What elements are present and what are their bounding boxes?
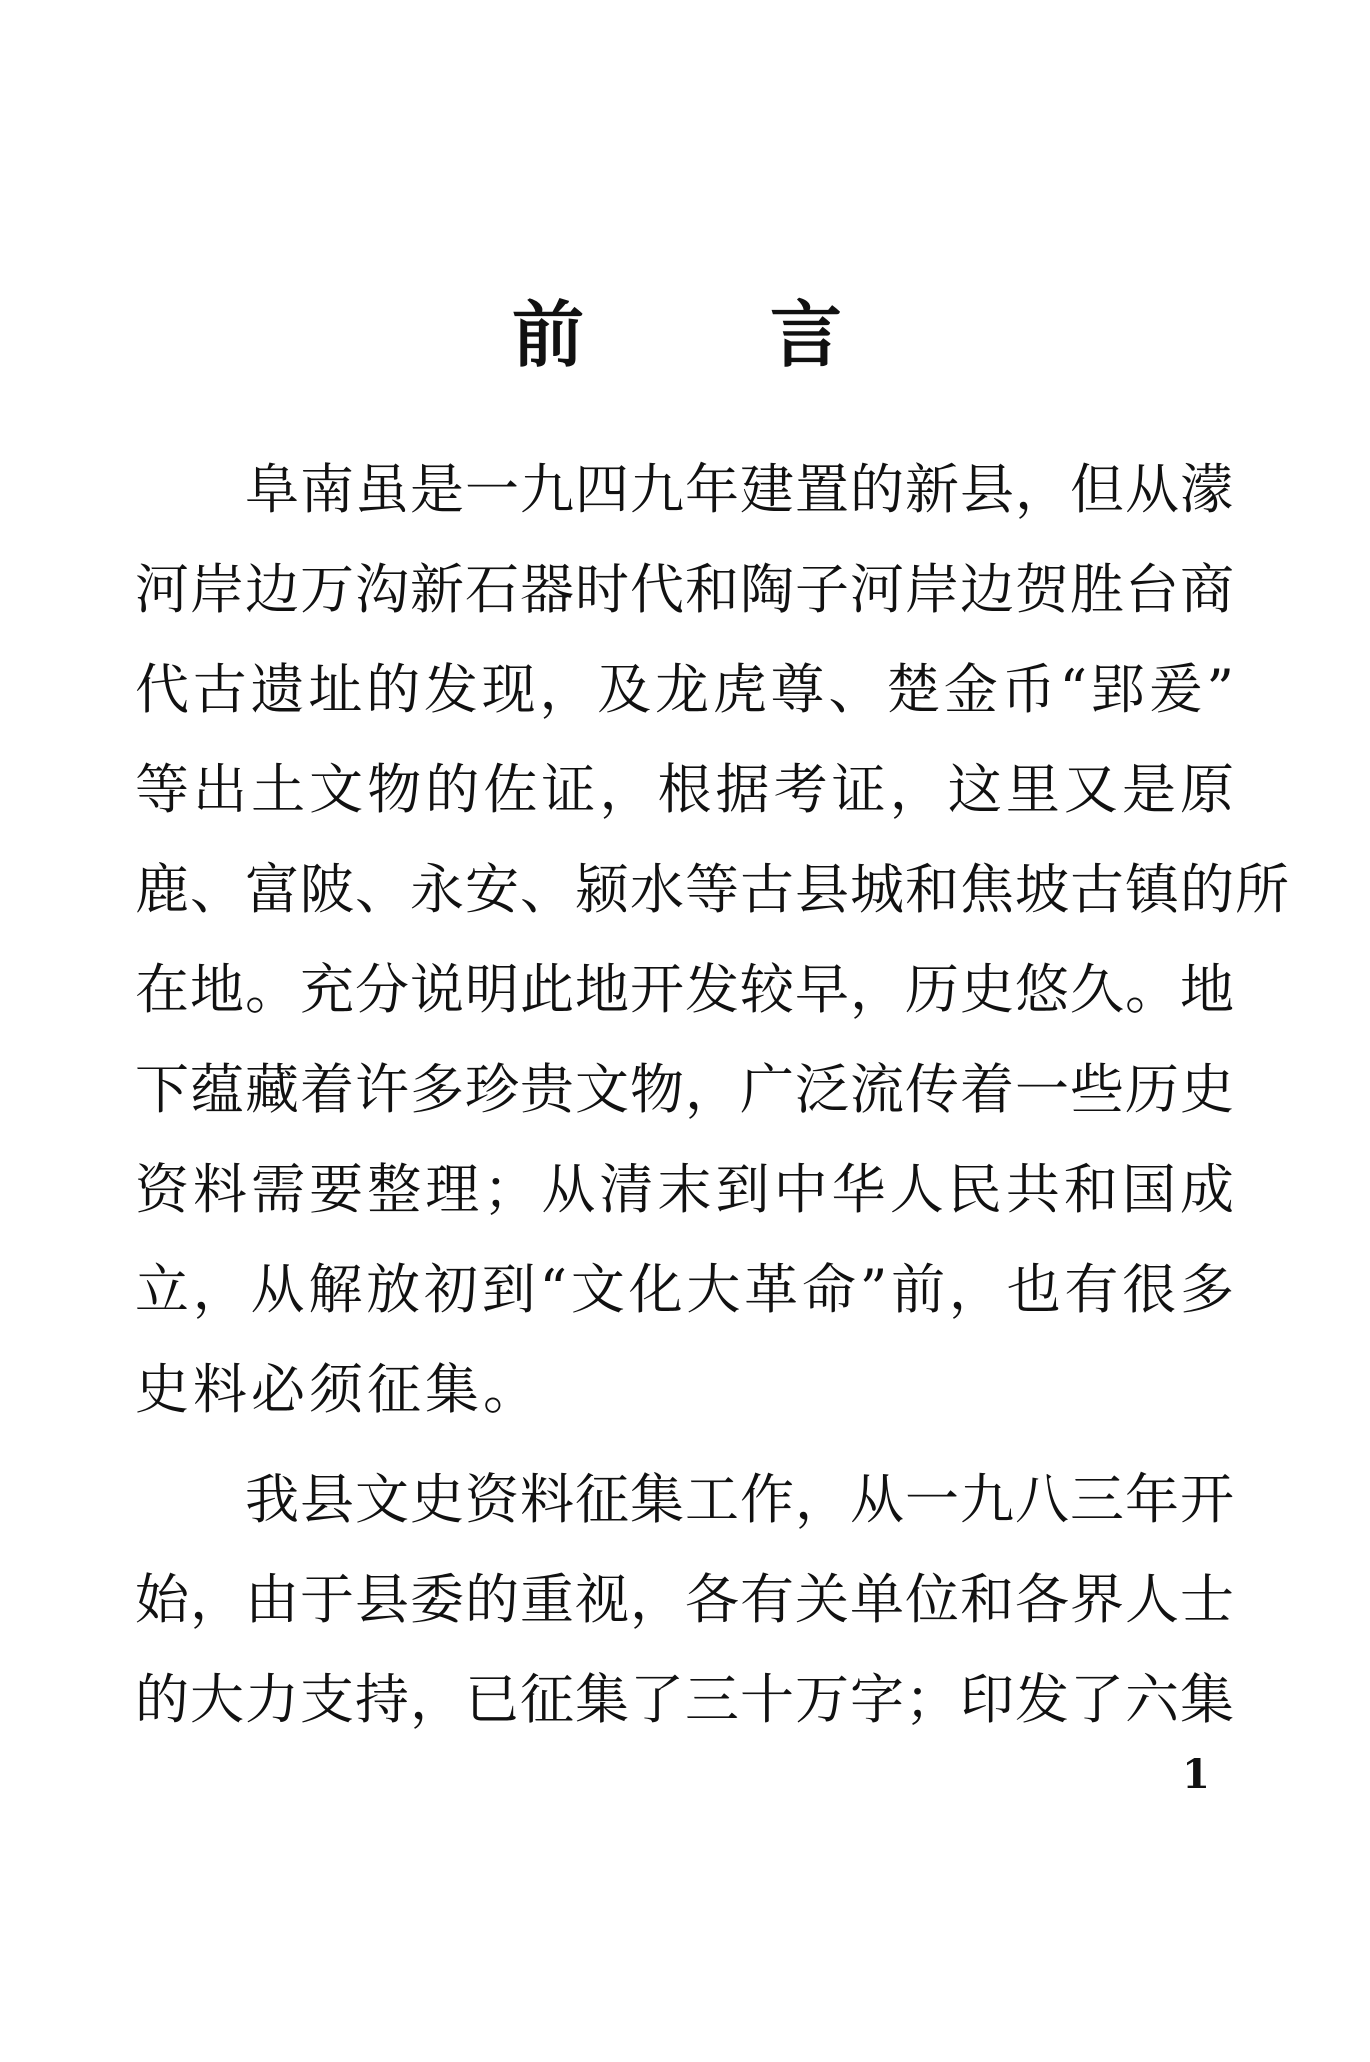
paragraph-1-line-4: 等出土文物的佐证，根据考证，这里又是原 (135, 758, 1235, 821)
paragraph-2-line-1: 我县文史资料征集工作，从一九八三年开 (245, 1468, 1235, 1531)
paragraph-1-line-6: 在地。充分说明此地开发较早，历史悠久。地 (135, 958, 1235, 1021)
paragraph-1-line-3: 代古遗址的发现，及龙虎尊、楚金币“郢爰” (135, 658, 1235, 721)
paragraph-1-line-5: 鹿、富陂、永安、颍水等古县城和焦坡古镇的所 (135, 858, 1290, 921)
page-number: 1 (1182, 1751, 1210, 1798)
paragraph-1-line-1: 阜南虽是一九四九年建置的新县，但从濛 (245, 458, 1235, 521)
paragraph-2-line-3: 的大力支持，已征集了三十万字；印发了六集 (135, 1668, 1235, 1731)
paragraph-2-line-2: 始，由于县委的重视，各有关单位和各界人士 (135, 1568, 1235, 1631)
paragraph-1-line-10: 史料必须征集。 (135, 1358, 541, 1421)
paragraph-1-line-2: 河岸边万沟新石器时代和陶子河岸边贺胜台商 (135, 558, 1235, 621)
paragraph-1-line-7: 下蕴藏着许多珍贵文物，广泛流传着一些历史 (135, 1058, 1235, 1121)
title-char-1: 前 (512, 292, 585, 377)
title-char-2: 言 (770, 292, 843, 377)
page-title (0, 285, 1370, 385)
paragraph-1-line-8: 资料需要整理；从清末到中华人民共和国成 (135, 1158, 1235, 1221)
paragraph-1-line-9: 立，从解放初到“文化大革命”前，也有很多 (135, 1258, 1235, 1321)
